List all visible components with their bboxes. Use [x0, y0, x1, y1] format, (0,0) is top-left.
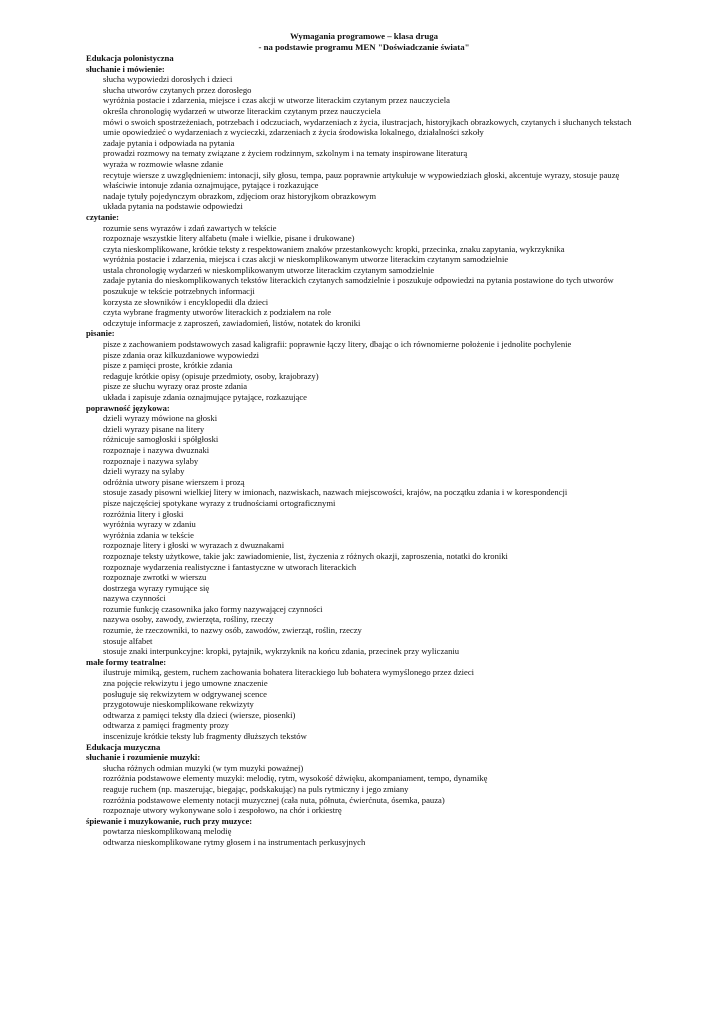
requirement-item: rozróżnia podstawowe elementy notacji muzycznej (cała nuta, półnuta, ćwierćnuta, ósemka, pauza) — [103, 794, 445, 805]
requirement-item: słucha wypowiedzi dorosłych i dzieci — [103, 74, 233, 85]
requirement-item: powtarza nieskomplikowaną melodię — [103, 826, 232, 837]
requirement-item: zna pojęcie rekwizytu i jego umowne znaczenie — [103, 678, 268, 689]
requirement-item: rozumie, że rzeczowniki, to nazwy osób, zawodów, zwierząt, roślin, rzeczy — [103, 625, 362, 636]
requirement-item: zadaje pytania i odpowiada na pytania — [103, 137, 235, 148]
requirement-item: wyróżnia zdania w tekście — [103, 529, 194, 540]
requirement-item: dzieli wyrazy na sylaby — [103, 466, 185, 477]
requirement-item: posługuje się rekwizytem w odgrywanej scence — [103, 688, 267, 699]
requirement-item: prowadzi rozmowy na tematy związane z życiem rodzinnym, szkolnym i na tematy inspirowane literaturą — [103, 148, 468, 159]
requirement-item: układa pytania na podstawie odpowiedzi — [103, 201, 243, 212]
requirement-item: korzysta ze słowników i encyklopedii dla dzieci — [103, 296, 269, 307]
requirement-item: inscenizuje krótkie teksty lub fragmenty dłuższych tekstów — [103, 731, 307, 741]
requirement-item: pisze z pamięci proste, krótkie zdania — [103, 360, 233, 371]
requirement-item: wyróżnia wyrazy w zdaniu — [103, 519, 196, 530]
requirement-item: redaguje krótkie opisy (opisuje przedmioty, osoby, krajobrazy) — [103, 370, 319, 381]
requirement-item: rozumie sens wyrazów i zdań zawartych w tekście — [103, 222, 277, 233]
requirement-item: rozróżnia litery i głoski — [103, 508, 184, 519]
requirement-item: mówi o swoich spostrzeżeniach, potrzebach i odczuciach, wydarzeniach z życia, ilustracjach, historyjkach obrazkowych, czytanych i słuchanych tekstach — [103, 116, 632, 127]
subsection-heading: śpiewanie i muzykowanie, ruch przy muzyce: — [86, 815, 253, 826]
requirement-item: określa chronologię wydarzeń w utworze literackim czytanym przez nauczyciela — [103, 105, 381, 116]
requirement-item: słucha utworów czytanych przez dorosłego — [103, 84, 252, 95]
requirement-item: rozumie funkcję czasownika jako formy nazywającej czynności — [103, 603, 323, 614]
requirement-item: nazywa osoby, zawody, zwierzęta, rośliny, rzeczy — [103, 614, 274, 625]
requirement-item: dostrzega wyrazy rymujące się — [103, 582, 210, 593]
requirement-item: odtwarza z pamięci fragmenty prozy — [103, 720, 229, 731]
section-title: Edukacja muzyczna — [86, 741, 161, 752]
subsection-heading: słuchanie i rozumienie muzyki: — [86, 752, 201, 763]
requirement-item: umie opowiedzieć o wydarzeniach z wycieczki, zdarzeniach z życia środowiska lokalnego, działalności szkoły — [103, 127, 484, 138]
requirement-item: odróżnia utwory pisane wierszem i prozą — [103, 476, 245, 487]
requirement-item: wyróżnia postacie i zdarzenia, miejsca i czas akcji w nieskomplikowanym utworze literackim czytanym samodzielnie — [103, 254, 509, 265]
requirement-item: wyróżnia postacie i zdarzenia, miejsce i czas akcji w utworze literackim czytanym przez nauczyciela — [103, 95, 450, 106]
document-title: Wymagania programowe – klasa druga — [289, 31, 439, 41]
requirement-item: zadaje pytania do nieskomplikowanych tekstów literackich czytanych samodzielnie i poszukuje odpowiedzi na pytania postawione do tych utworów — [103, 275, 614, 286]
requirement-item: różnicuje samogłoski i spółgłoski — [103, 434, 219, 445]
requirement-item: odtwarza z pamięci teksty dla dzieci (wiersze, piosenki) — [103, 709, 296, 720]
document-content — [86, 53, 642, 848]
requirement-item: reaguje ruchem (np. maszerując, biegając, podskakując) na puls rytmiczny i jego zmiany — [103, 783, 409, 794]
requirement-item: przygotowuje nieskomplikowane rekwizyty — [103, 699, 254, 710]
requirement-item: rozpoznaje zwrotki w wierszu — [103, 572, 207, 583]
requirement-item: właściwie intonuje zdania oznajmujące, pytające i rozkazujące — [103, 180, 319, 191]
requirement-item: rozpoznaje litery i głoski w wyrazach z dwuznakami — [103, 540, 285, 551]
requirement-item: pisze zdania oraz kilkuzdaniowe wypowiedzi — [103, 349, 260, 360]
requirement-item: recytuje wiersze z uwzględnieniem: intonacji, siły głosu, tempa, pauz poprawnie artykułuje w wypowiedziach głoski, akcentuje wyrazy, stosuje pauzę — [103, 169, 620, 180]
requirement-item: wyraża w rozmowie własne zdanie — [103, 158, 224, 169]
document-subtitle: - na podstawie programu MEN "Doświadczanie świata" — [258, 42, 470, 52]
requirement-item: rozpoznaje i nazywa dwuznaki — [103, 444, 210, 455]
requirement-item: stosuje zasady pisowni wielkiej litery w imionach, nazwiskach, nazwach miejscowości, krajów, na początku zdania i w korespondencji — [103, 487, 568, 498]
subsection-heading: słuchanie i mówienie: — [86, 63, 165, 74]
section-title: Edukacja polonistyczna — [86, 53, 174, 63]
requirement-item: poszukuje w tekście potrzebnych informacji — [103, 286, 255, 297]
requirement-item: nadaje tytuły pojedynczym obrazkom, zdjęciom oraz historyjkom obrazkowym — [103, 190, 377, 201]
requirement-item: słucha różnych odmian muzyki (w tym muzyki poważnej) — [103, 762, 304, 773]
requirement-item: czyta wybrane fragmenty utworów literackich z podziałem na role — [103, 307, 332, 318]
requirement-item: stosuje alfabet — [103, 635, 153, 646]
requirement-item: rozpoznaje teksty użytkowe, takie jak: zawiadomienie, list, życzenia z różnych okazji, zaproszenia, notatki do kroniki — [103, 550, 508, 561]
subsection-heading: pisanie: — [86, 328, 115, 339]
requirement-item: ustala chronologię wydarzeń w nieskomplikowanym utworze literackim czytanym samodzielnie — [103, 264, 435, 275]
requirement-item: ilustruje mimiką, gestem, ruchem zachowania bohatera literackiego lub bohatera wymyślonego przez dzieci — [103, 667, 475, 678]
requirement-item: rozpoznaje utwory wykonywane solo i zespołowo, na chór i orkiestrę — [103, 805, 342, 816]
requirement-item: układa i zapisuje zdania oznajmujące pytające, rozkazujące — [103, 392, 307, 402]
requirement-item: pisze ze słuchu wyrazy oraz proste zdania — [103, 381, 248, 392]
requirement-item: dzieli wyrazy mówione na głoski — [103, 413, 218, 424]
requirement-item: pisze najczęściej spotykane wyrazy z trudnościami ortograficznymi — [103, 497, 336, 508]
subsection-heading: poprawność językowa: — [86, 402, 170, 413]
requirement-item: czyta nieskomplikowane, krótkie teksty z respektowaniem znaków przestankowych: kropki, przecinka, znaku zapytania, wykrzyknika — [103, 243, 565, 254]
requirement-item: dzieli wyrazy pisane na litery — [103, 423, 205, 434]
requirement-item: nazywa czynności — [103, 593, 166, 604]
subsection-heading: małe formy teatralne: — [86, 656, 167, 667]
requirement-item: rozpoznaje i nazywa sylaby — [103, 455, 199, 466]
requirement-item: odczytuje informacje z zaproszeń, zawiadomień, listów, notatek do kroniki — [103, 317, 361, 328]
document-page — [86, 31, 642, 848]
requirement-item: rozpoznaje wydarzenia realistyczne i fantastyczne w utworach literackich — [103, 561, 357, 572]
subsection-heading: czytanie: — [86, 211, 119, 222]
requirement-item: odtwarza nieskomplikowane rytmy głosem i na instrumentach perkusyjnych — [103, 836, 366, 847]
requirement-item: rozróżnia podstawowe elementy muzyki: melodię, rytm, wysokość dźwięku, akompaniament, tempo, dynamikę — [103, 773, 488, 784]
requirement-item: pisze z zachowaniem podstawowych zasad kaligrafii: poprawnie łączy litery, dbając o ich równomierne położenie i jednolite pochylenie — [103, 339, 572, 350]
requirement-item: rozpoznaje wszystkie litery alfabetu (małe i wielkie, pisane i drukowane) — [103, 233, 355, 244]
requirement-item: stosuje znaki interpunkcyjne: kropki, pytajnik, wykrzyknik na końcu zdania, przecinek przy wyliczaniu — [103, 646, 460, 657]
